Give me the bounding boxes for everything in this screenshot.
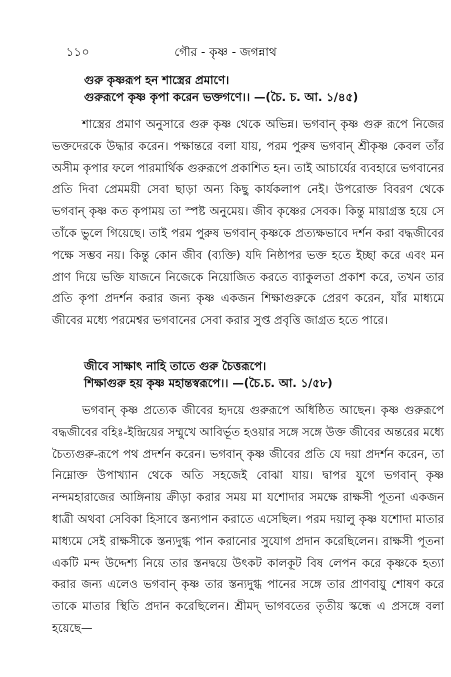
verse-block	[84, 72, 424, 106]
verse-block	[84, 358, 424, 392]
verse-line: শিক্ষাগুরু হয় কৃষ্ণ মহান্তস্বরূপে।। —(চৈ.চ. আ. ১/৫৮)	[84, 376, 333, 390]
page-header	[14, 44, 437, 62]
running-title: গৌর - কৃষ্ণ - জগন্নাথ	[174, 45, 277, 59]
paragraph-text: শাস্ত্রের প্রমাণ অনুসারে গুরু কৃষ্ণ থেকে অভিন্ন। ভগবান্ কৃষ্ণ গুরু রূপে নিজের ভক্তদেরকে উদ্ধার করেন। পক্ষান্তরে বলা যায়, পরম পুরুষ ভগবান্ শ্রীকৃষ্ণ কেবল তাঁর অসীম কৃপার ফলে পারমার্থিক গুরুরূপে প্রকাশিত হন। তাই আচার্যের ব্যবহারে ভগবানের প্রতি দিবা প্রেমময়ী সেবা ছাড়া অন্য কিছু কার্যকলাপ নেই। উপরোক্ত বিবরণ থেকে ভগবান্ কৃষ্ণ কত কৃপাময় তা স্পষ্ট অনুমেয়। জীব কৃষ্ণের সেবক। কিন্তু মায়াগ্রস্ত হয়ে সে তাঁকে ভুলে গিয়েছে। তাই পরম পুরুষ ভগবান্ কৃষ্ণকে প্রত্যক্ষভাবে দর্শন করা বদ্ধজীবের পক্ষে সম্ভব নয়। কিন্তু কোন জীব (ব্যক্তি) যদি নিষ্ঠাপর ভক্ত হতে ইচ্ছা করে এবং মন প্রাণ দিয়ে ভক্তি যাজনে নিজেকে নিয়োজিত করতে ব্যাকুলতা প্রকাশ করে, তখন তার প্রতি কৃপা প্রদর্শন করার জন্য কৃষ্ণ একজন শিক্ষাগুরুকে প্রেরণ করেন, যাঁর মাধ্যমে জীবের মধ্যে পরমেশ্বর ভগবানের সেবা করার সুপ্ত প্রবৃত্তি জাগ্রত হতে পারে।	[52, 117, 444, 328]
paragraph	[52, 400, 444, 640]
verse-line: গুরু কৃষ্ণরূপ হন শাস্ত্রের প্রমাণে।	[84, 73, 230, 87]
paragraph-text: ভগবান্ কৃষ্ণ প্রত্যেক জীবের হৃদয়ে গুরুরূপে অধিষ্ঠিত আছেন। কৃষ্ণ গুরুরূপে বদ্ধজীবের বহিঃ-ইন্দ্রিয়ের সম্মুখে আবির্ভূত হওয়ার সঙ্গে সঙ্গে উক্ত জীবের অন্তরের মধ্যে চৈত্যগুরু-রূপে পথ প্রদর্শন করেন। ভগবান্ কৃষ্ণ জীবের প্রতি যে দয়া প্রদর্শন করেন, তা নিম্নোক্ত উপাখ্যান থেকে অতি সহজেই বোঝা যায়। দ্বাপর যুগে ভগবান্ কৃষ্ণ নন্দমহারাজের আঙ্গিনায় ক্রীড়া করার সময় মা যশোদার সমক্ষে রাক্ষসী পূতনা একজন ধাত্রী অথবা সেবিকা হিসাবে স্তন্যপান করাতে এসেছিল। পরম দয়ালু কৃষ্ণ যশোদা মাতার মাধ্যমে সেই রাক্ষসীকে স্তন্যদুগ্ধ পান করানোর সুযোগ প্রদান করেছিলেন। রাক্ষসী পূতনা একটি মন্দ উদ্দেশ্য নিয়ে তার স্তনদ্বয়ে উৎকট কালকূট বিষ লেপন করে কৃষ্ণকে হত্যা করার জন্য এলেও ভগবান্ কৃষ্ণ তার স্তন্যদুগ্ধ পানের সঙ্গে তার প্রাণবায়ু শোষণ করে তাকে মাতার স্থিতি প্রদান করেছিলেন। শ্রীমদ্ ভাগবতের তৃতীয় স্কন্ধে এ প্রসঙ্গে বলা হয়েছে—	[52, 403, 444, 635]
page-number: ১১০	[66, 45, 90, 59]
verse-line: জীবে সাক্ষাৎ নাহি তাতে গুরু চৈত্তরূপে।	[84, 359, 267, 373]
paragraph	[52, 114, 444, 332]
verse-line: গুরুরূপে কৃষ্ণ কৃপা করেন ভক্তগণে।। —(চৈ. চ. আ. ১/৪৫)	[84, 90, 359, 104]
